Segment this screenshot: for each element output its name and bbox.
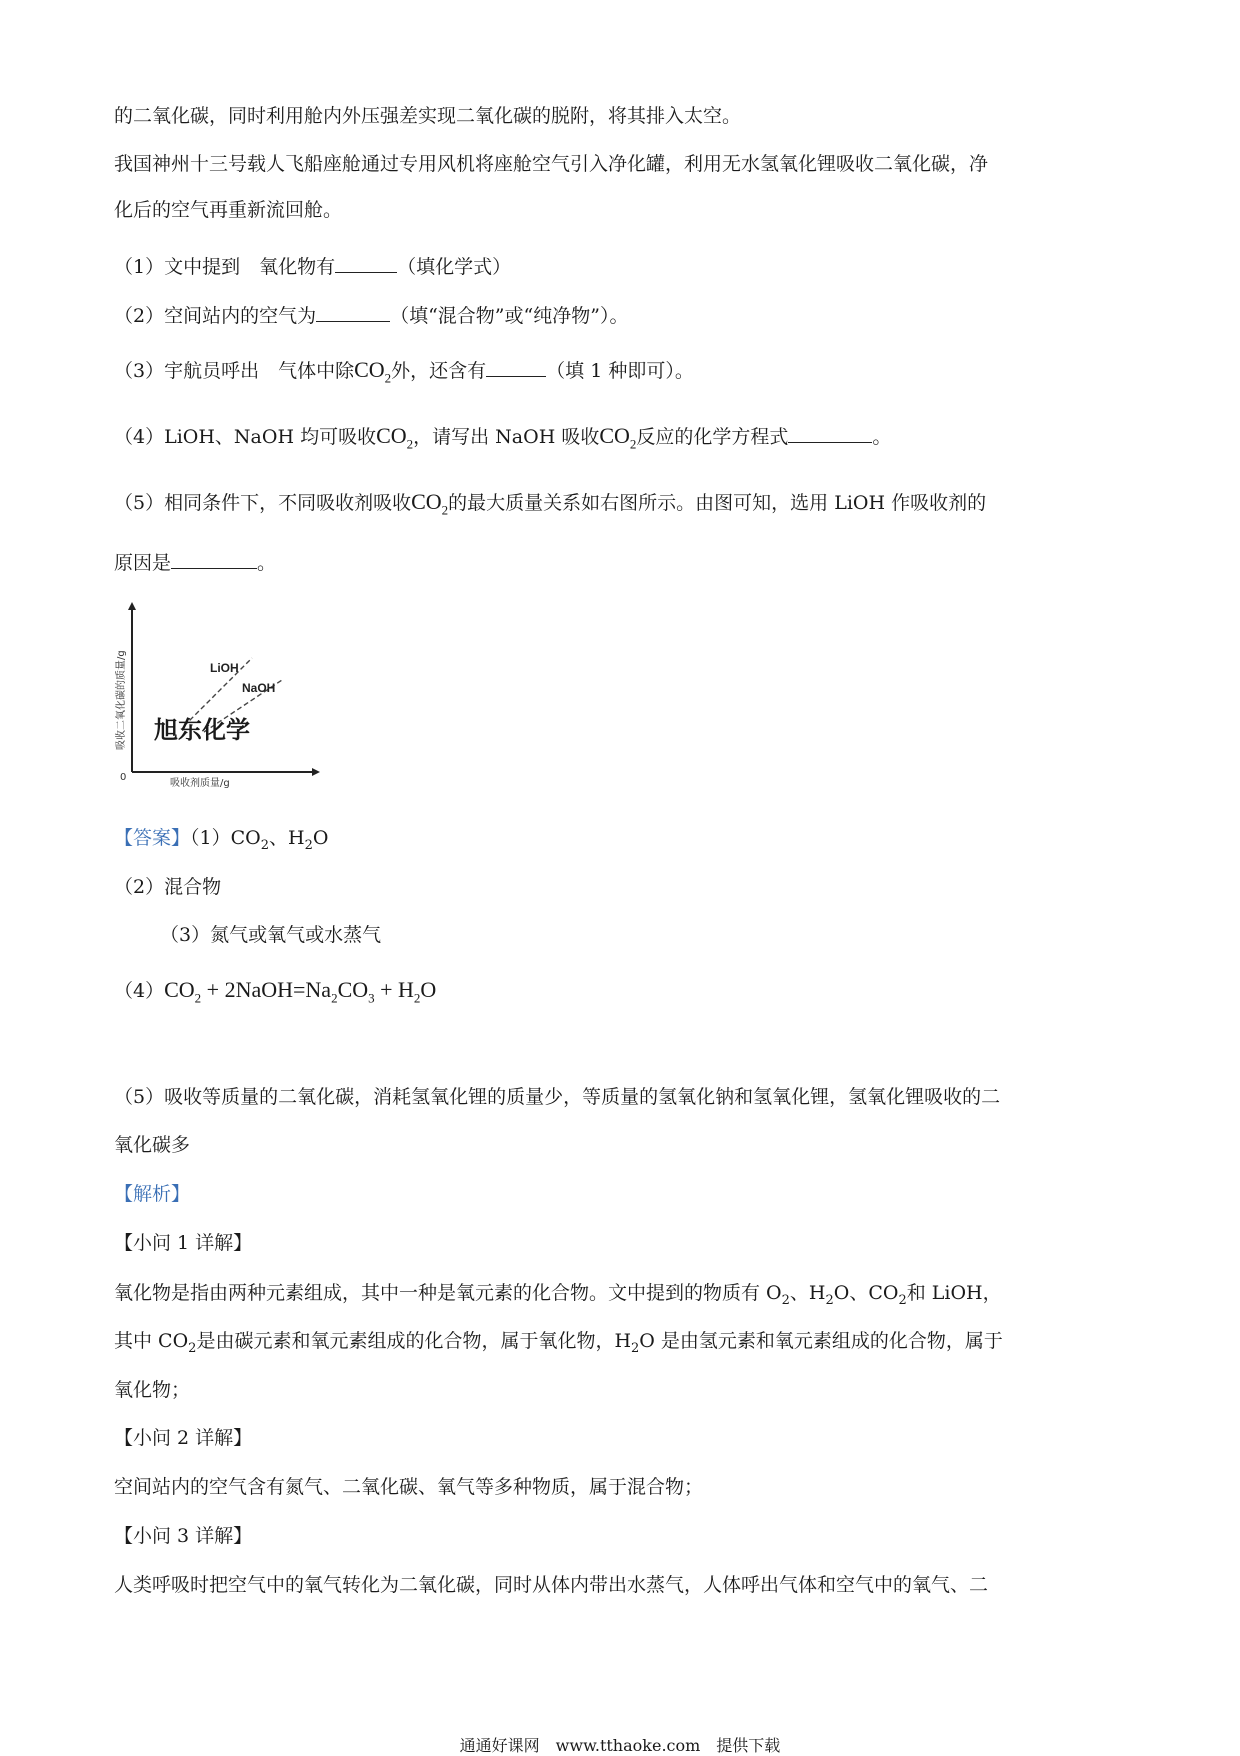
analysis-text: 氧化物是指由两种元素组成，其中一种是氧元素的化合物。文中提到的物质有 $O_2$、$H_2O$、$CO_2$和 LiOH， — [114, 1282, 1002, 1308]
formula-co2: $CO_2$ — [354, 357, 392, 386]
graph-axes — [128, 602, 320, 776]
page-footer: 通通好课网 www.tthaoke.com 提供下载 — [459, 1736, 781, 1755]
answer-blank — [486, 358, 546, 377]
formula-co2: $CO_2$ — [411, 489, 449, 518]
question-2: （2）空间站内的空气为 （填“混合物”或“纯净物”）。 — [114, 305, 629, 327]
formula-co2: $CO_2$ — [599, 423, 637, 452]
answer-blank — [788, 424, 872, 443]
origin-label: 0 — [120, 772, 127, 783]
answer-5-cont: 氧化碳多 — [114, 1134, 191, 1156]
lioh-label: LiOH — [210, 661, 239, 675]
watermark-text: 旭东化学 — [154, 716, 250, 744]
analysis-text: 氧化物； — [114, 1379, 191, 1401]
answer-1: 【答案】$(1)CO_2$、$H_2O$ — [114, 827, 329, 853]
analysis-text: 其中 $CO_2$是由碳元素和氧元素组成的化合物，属于氧化物，$H_2O$ 是由氢元素和氧元素组成的化合物，属于 — [114, 1330, 1003, 1356]
question-5: （5）相同条件下，不同吸收剂吸收$CO_2$的最大质量关系如右图所示。由图可知，选用 LiOH 作吸收剂的 — [114, 489, 987, 518]
sub-question-heading: 【小问 1 详解】 — [114, 1232, 253, 1254]
text-line: 的二氧化碳，同时利用舱内外压强差实现二氧化碳的脱附，将其排入太空。 — [114, 105, 742, 127]
formula-co2: $CO_2$ — [376, 423, 414, 452]
text-line: 化后的空气再重新流回舱。 — [114, 199, 343, 221]
text-line: 我国神州十三号载人飞船座舱通过专用风机将座舱空气引入净化罐，利用无水氢氧化锂吸收二氧化碳，净 — [114, 153, 989, 175]
absorption-graph — [112, 600, 322, 790]
sub-question-heading: 【小问 3 详解】 — [114, 1525, 253, 1547]
chemical-equation: $CO_2$ + $2NaOH=Na_2CO_3 + H_2O$ — [164, 977, 437, 1006]
analysis-text: 人类呼吸时把空气中的氧气转化为二氧化碳，同时从体内带出水蒸气，人体呼出气体和空气中的氧气、二 — [114, 1574, 989, 1596]
analysis-text: 空间站内的空气含有氮气、二氧化碳、氧气等多种物质，属于混合物； — [114, 1476, 704, 1498]
question-3: （3）宇航员呼出 气体中除$CO_2$外，还含有 （填 1 种即可）。 — [114, 357, 694, 386]
answer-4: $(4)CO_2$ + $2NaOH=Na_2CO_3 + H_2O$ — [114, 977, 437, 1006]
answer-blank — [171, 550, 257, 569]
question-4: （4）LiOH、NaOH 均可吸收$CO_2$，请写出 NaOH 吸收$CO_2$反应的化学方程式 。 — [114, 423, 892, 452]
answer-blank — [335, 254, 397, 273]
answer-2: （2）混合物 — [114, 876, 222, 898]
x-axis-label: 吸收剂质量/g — [170, 778, 230, 789]
answer-tag: 【答案】 — [114, 827, 191, 849]
naoh-label: NaOH — [242, 681, 276, 695]
analysis-tag: 【解析】 — [114, 1183, 191, 1205]
answer-5: （5）吸收等质量的二氧化碳，消耗氢氧化锂的质量少，等质量的氢氧化钠和氢氧化锂，氢氧化锂吸收的二 — [114, 1086, 1001, 1108]
sub-question-heading: 【小问 2 详解】 — [114, 1427, 253, 1449]
answer-blank — [316, 303, 390, 322]
question-1: （1）文中提到 氧化物有 （填化学式） — [114, 256, 512, 278]
question-5-cont: 原因是 。 — [114, 552, 277, 574]
y-axis-label: 吸收二氧化碳的质量/g — [116, 650, 127, 750]
answer-3: （3）氮气或氧气或水蒸气 — [160, 924, 382, 946]
